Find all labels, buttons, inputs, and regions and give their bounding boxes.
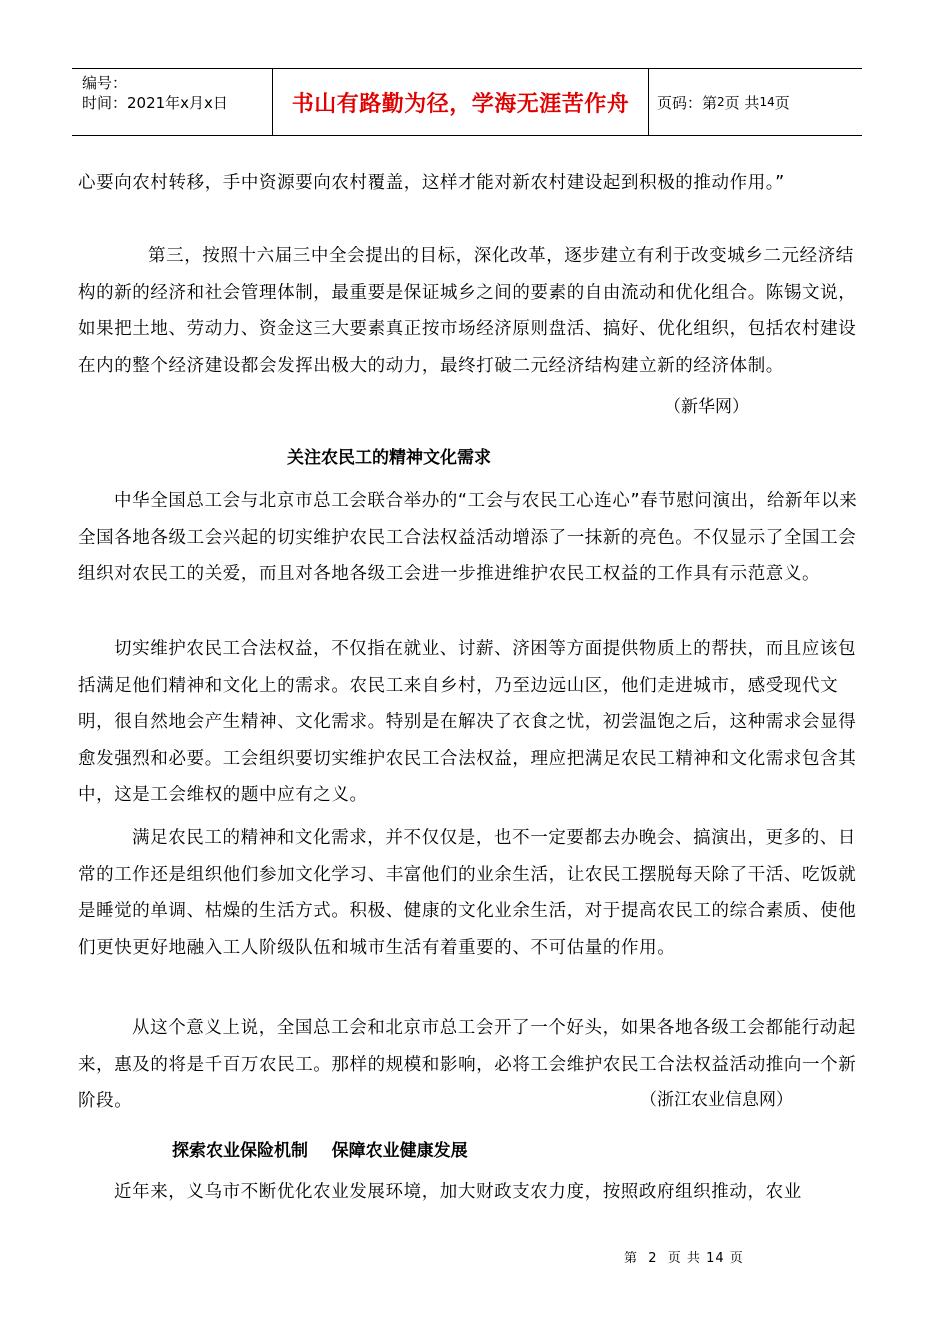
document-header xyxy=(72,68,862,136)
paragraph-3: 中华全国总工会与北京市总工会联合举办的“工会与农民工心连心”春节慰问演出，给新年以来全国各地各级工会兴起的切实维护农民工合法权益活动增添了一抹新的亮色。不仅显示了全国工会组织对农民工的关爱，而且对各地各级工会进一步推进维护农民工权益的工作具有示范意义。 xyxy=(78,491,858,584)
paragraph-7: 近年来，义乌市不断优化农业发展环境，加大财政支农力度，按照政府组织推动，农业 xyxy=(114,1182,802,1202)
paragraph-2: 第三，按照十六届三中全会提出的目标，深化改革，逐步建立有利于改变城乡二元经济结构的新的经济和社会管理体制，最重要是保证城乡之间的要素的自由流动和优化组合。陈锡文说，如果把土地、劳动力、资金这三大要素真正按市场经济原则盘活、搞好、优化组织，包括农村建设在内的整个经济建设都会发挥出极大的动力，最终打破二元经济结构建立新的经济体制。 xyxy=(78,246,857,376)
page-total: 14 xyxy=(759,95,775,109)
source-xinhua: （新华网） xyxy=(664,397,749,417)
page-footer xyxy=(624,1247,744,1266)
page-number: 2 xyxy=(717,95,725,109)
header-motto: 书山有路勤为径，学海无涯苦作舟 xyxy=(273,69,649,135)
number-label: 编号： xyxy=(82,74,128,92)
paragraph-4: 切实维护农民工合法权益，不仅指在就业、讨薪、济困等方面提供物质上的帮扶，而且应该包括满足他们精神和文化上的需求。农民工来自乡村，乃至边远山区，他们走进城市，感受现代文明，很自然地会产生精神、文化需求。特别是在解决了衣食之忧，初尝温饱之后，这种需求会显得愈发强烈和必要。工会组织要切实维护农民工合法权益，理应把满足农民工精神和文化需求包含其中，这是工会维权的题中应有之义。 xyxy=(78,639,857,805)
source-zhejiang: （浙江农业信息网） xyxy=(640,1090,793,1110)
page-suffix: 页 xyxy=(774,93,790,112)
section-heading-2: 探索农业保险机制 保障农业健康发展 xyxy=(172,1141,468,1161)
paragraph-6: 从这个意义上说，全国总工会和北京市总工会开了一个好头，如果各地各级工会都能行动起来，惠及的将是千百万农民工。那样的规模和影响，必将工会维护农民工合法权益活动推向一个新阶段。 xyxy=(78,1018,857,1111)
time-label: 时间：2021年x月x日 xyxy=(82,94,228,112)
header-page-info xyxy=(649,69,862,135)
page-prefix: 页码：第 xyxy=(657,93,718,112)
page-mid: 页 共 xyxy=(724,93,760,112)
footer-page-text: 第 2 页 共 14 页 xyxy=(624,1251,744,1266)
section-heading-1: 关注农民工的精神文化需求 xyxy=(287,448,491,468)
header-meta xyxy=(72,69,273,135)
paragraph-1: 心要向农村转移，手中资源要向农村覆盖，这样才能对新农村建设起到积极的推动作用。” xyxy=(78,173,785,193)
paragraph-5: 满足农民工的精神和文化需求，并不仅仅是，也不一定要都去办晚会、搞演出，更多的、日常的工作还是组织他们参加文化学习、丰富他们的业余生活，让农民工摆脱每天除了干活、吃饭就是睡觉的单调、枯燥的生活方式。积极、健康的文化业余生活，对于提高农民工的综合素质、使他们更快更好地融入工人阶级队伍和城市生活有着重要的、不可估量的作用。 xyxy=(78,828,857,958)
